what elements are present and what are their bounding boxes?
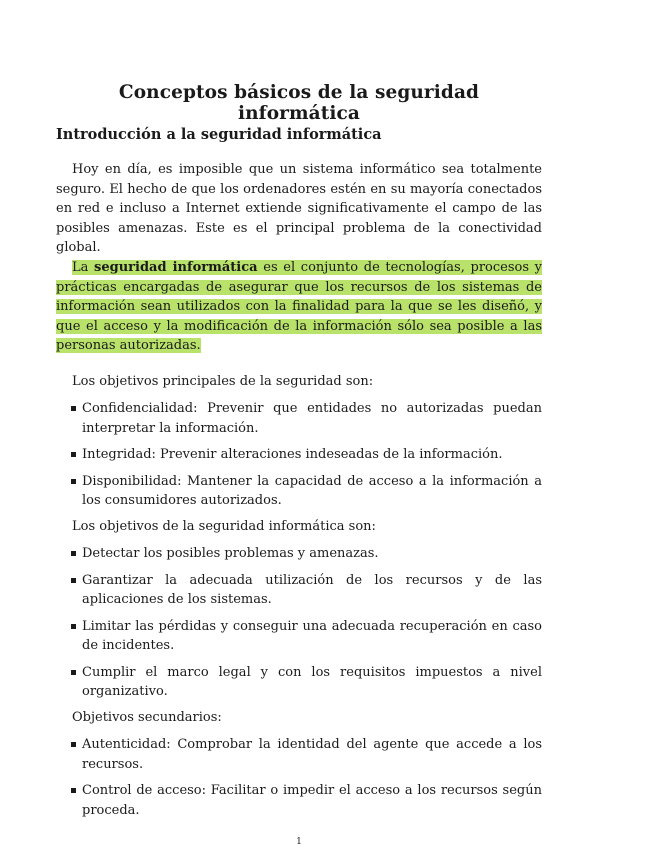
secondary-objectives-list (56, 735, 542, 827)
list-item (56, 472, 542, 511)
it-security-objectives-list (56, 544, 542, 709)
list-item-text: Cumplir el marco legal y con los requisitos impuestos a nivel organizativo. (82, 664, 542, 699)
list-item (56, 399, 542, 438)
list-item-text: Garantizar la adecuada utilización de los recursos y de las aplicaciones de los sistemas. (82, 572, 542, 607)
document-page (56, 0, 542, 848)
secondary-objectives-intro: Objetivos secundarios: (72, 710, 222, 725)
list-item (56, 663, 542, 702)
intro-paragraph: Hoy en día, es imposible que un sistema informático sea totalmente seguro. El hecho de que los ordenadores estén en su mayoría conectados en red e incluso a Internet extiende significativamente el campo de las posibles amenazas. Este es el principal problema de la conectividad global. (56, 162, 542, 255)
list-item (56, 617, 542, 656)
list-item-text: Integridad: Prevenir alteraciones indeseadas de la información. (82, 447, 503, 462)
list-item (56, 445, 542, 465)
definition-paragraph (56, 258, 542, 356)
list-item (56, 781, 542, 820)
list-item-text: Autenticidad: Comprobar la identidad del agente que accede a los recursos. (82, 737, 542, 772)
bullet-icon (71, 624, 76, 629)
list-item-text: Confidencialidad: Prevenir que entidades no autorizadas puedan interpretar la información. (82, 401, 542, 436)
definition-highlight (56, 260, 542, 353)
bullet-icon (71, 742, 76, 747)
list-item-text: Detectar los posibles problemas y amenazas. (82, 546, 379, 561)
page-number: 1 (296, 837, 302, 847)
it-security-objectives-intro: Los objetivos de la seguridad informática son: (72, 519, 376, 534)
definition-lead: La (72, 260, 95, 275)
definition-term: seguridad informática (94, 260, 258, 275)
list-item-text: Disponibilidad: Mantener la capacidad de acceso a la información a los consumidores autorizados. (82, 473, 542, 508)
list-item (56, 735, 542, 774)
bullet-icon (71, 406, 76, 411)
page-title: Conceptos básicos de la seguridad informática (118, 82, 480, 124)
bullet-icon (71, 479, 76, 484)
bullet-icon (71, 452, 76, 457)
section-heading: Introducción a la seguridad informática (56, 126, 382, 143)
list-item-text: Limitar las pérdidas y conseguir una adecuada recuperación en caso de incidentes. (82, 618, 542, 653)
list-item-text: Control de acceso: Facilitar o impedir el acceso a los recursos según proceda. (82, 783, 542, 818)
list-item (56, 571, 542, 610)
bullet-icon (71, 551, 76, 556)
bullet-icon (71, 788, 76, 793)
bullet-icon (71, 670, 76, 675)
definition-rest: es el conjunto de tecnologías, procesos y prácticas encargadas de asegurar que los recursos de los sistemas de información sean utilizados con la finalidad para la que se les diseñó, y que el acceso y la modificación de la información sólo sea posible a las personas autorizadas. (56, 260, 543, 353)
main-objectives-list (56, 399, 542, 518)
main-objectives-intro: Los objetivos principales de la seguridad son: (72, 374, 374, 389)
bullet-icon (71, 578, 76, 583)
list-item (56, 544, 542, 564)
